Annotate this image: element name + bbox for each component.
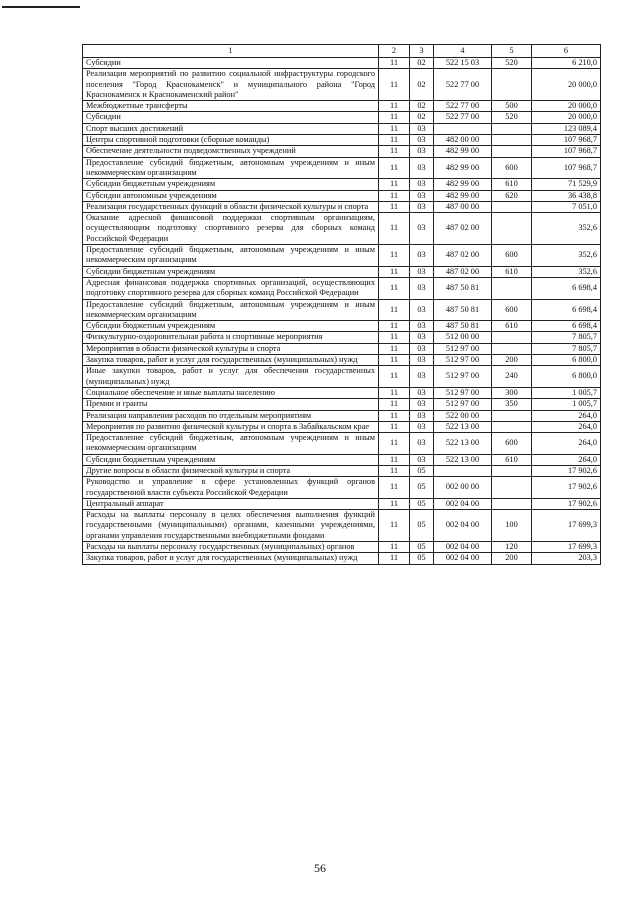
- amount: 203,3: [532, 553, 601, 564]
- target-item-code: 487 50 81: [434, 321, 492, 332]
- target-item-code: 522 77 00: [434, 69, 492, 101]
- target-item-code: 512 97 00: [434, 355, 492, 366]
- subsection-code: 03: [410, 146, 434, 157]
- section-code: 11: [379, 433, 410, 455]
- table-body: [83, 45, 601, 565]
- target-item-code: 482 99 00: [434, 179, 492, 190]
- target-item-code: 487 50 81: [434, 277, 492, 299]
- target-item-code: [434, 123, 492, 134]
- target-item-code: 522 00 00: [434, 410, 492, 421]
- table-row: [83, 399, 601, 410]
- table-row: [83, 213, 601, 245]
- table-row: [83, 146, 601, 157]
- expense-type-code: 600: [492, 245, 532, 267]
- row-name: Обеспечение деятельности подведомственных учреждений: [83, 146, 379, 157]
- subsection-code: 03: [410, 332, 434, 343]
- expense-type-code: [492, 146, 532, 157]
- amount: 6 698,4: [532, 299, 601, 321]
- subsection-code: 05: [410, 465, 434, 476]
- table-row: [83, 421, 601, 432]
- expense-type-code: 100: [492, 510, 532, 542]
- amount: 107 968,7: [532, 157, 601, 179]
- section-code: 11: [379, 421, 410, 432]
- amount: 264,0: [532, 454, 601, 465]
- subsection-code: 03: [410, 387, 434, 398]
- target-item-code: 482 99 00: [434, 157, 492, 179]
- row-name: Субсидии: [83, 58, 379, 69]
- section-code: 11: [379, 277, 410, 299]
- subsection-code: 03: [410, 366, 434, 388]
- amount: 1 005,7: [532, 387, 601, 398]
- subsection-code: 02: [410, 112, 434, 123]
- amount: 6 698,4: [532, 321, 601, 332]
- amount: 352,6: [532, 266, 601, 277]
- amount: 123 089,4: [532, 123, 601, 134]
- expense-type-code: [492, 69, 532, 101]
- section-code: 11: [379, 477, 410, 499]
- subsection-code: 03: [410, 321, 434, 332]
- table-row: [83, 477, 601, 499]
- section-code: 11: [379, 410, 410, 421]
- target-item-code: 487 02 00: [434, 245, 492, 267]
- subsection-code: 03: [410, 299, 434, 321]
- target-item-code: 487 50 81: [434, 299, 492, 321]
- subsection-code: 03: [410, 343, 434, 354]
- expense-type-code: [492, 421, 532, 432]
- target-item-code: 487 00 00: [434, 201, 492, 212]
- row-name: Субсидии бюджетным учреждениям: [83, 266, 379, 277]
- amount: 6 800,0: [532, 355, 601, 366]
- row-name: Предоставление субсидий бюджетным, автономным учреждениям и иным некоммерческим организациям: [83, 245, 379, 267]
- target-item-code: 487 02 00: [434, 266, 492, 277]
- table-row: [83, 498, 601, 509]
- row-name: Субсидии автономным учреждениям: [83, 190, 379, 201]
- expense-type-code: 620: [492, 190, 532, 201]
- subsection-code: 02: [410, 69, 434, 101]
- header-cell-3: 3: [410, 45, 434, 58]
- expense-type-code: [492, 410, 532, 421]
- expense-type-code: [492, 135, 532, 146]
- section-code: 11: [379, 399, 410, 410]
- section-code: 11: [379, 355, 410, 366]
- section-code: 11: [379, 321, 410, 332]
- row-name: Субсидии: [83, 112, 379, 123]
- row-name: Субсидии бюджетным учреждениям: [83, 321, 379, 332]
- row-name: Расходы на выплаты персоналу государственных (муниципальных) органов: [83, 542, 379, 553]
- section-code: 11: [379, 343, 410, 354]
- subsection-code: 03: [410, 190, 434, 201]
- target-item-code: 512 97 00: [434, 366, 492, 388]
- amount: 7 805,7: [532, 343, 601, 354]
- subsection-code: 03: [410, 421, 434, 432]
- header-cell-6: 6: [532, 45, 601, 58]
- section-code: 11: [379, 101, 410, 112]
- table-row: [83, 355, 601, 366]
- amount: 17 699,3: [532, 542, 601, 553]
- amount: 17 699,3: [532, 510, 601, 542]
- amount: 264,0: [532, 421, 601, 432]
- row-name: Другие вопросы в области физической культуры и спорта: [83, 465, 379, 476]
- amount: 20 000,0: [532, 101, 601, 112]
- expense-type-code: 120: [492, 542, 532, 553]
- target-item-code: 522 15 03: [434, 58, 492, 69]
- section-code: 11: [379, 190, 410, 201]
- expense-type-code: 520: [492, 112, 532, 123]
- subsection-code: 03: [410, 433, 434, 455]
- row-name: Оказание адресной финансовой поддержки спортивным организациям, осуществляющим подготовку спортивного резерва для сборных команд Российской Федерации: [83, 213, 379, 245]
- amount: 264,0: [532, 433, 601, 455]
- row-name: Предоставление субсидий бюджетным, автономным учреждениям и иным некоммерческим организациям: [83, 157, 379, 179]
- section-code: 11: [379, 510, 410, 542]
- section-code: 11: [379, 179, 410, 190]
- row-name: Премии и гранты: [83, 399, 379, 410]
- expense-type-code: 300: [492, 387, 532, 398]
- section-code: 11: [379, 454, 410, 465]
- table-row: [83, 179, 601, 190]
- row-name: Предоставление субсидий бюджетным, автономным учреждениям и иным некоммерческим организациям: [83, 299, 379, 321]
- section-code: 11: [379, 245, 410, 267]
- section-code: 11: [379, 146, 410, 157]
- target-item-code: 522 77 00: [434, 112, 492, 123]
- table-row: [83, 410, 601, 421]
- expense-type-code: 520: [492, 58, 532, 69]
- row-name: Расходы на выплаты персоналу в целях обеспечения выполнения функций государственными (муниципальными) органами, казенными учреждениями, органами управления государственными внебюджетными фондами: [83, 510, 379, 542]
- row-name: Межбюджетные трансферты: [83, 101, 379, 112]
- expense-type-code: [492, 201, 532, 212]
- target-item-code: 002 04 00: [434, 510, 492, 542]
- row-name: Адресная финансовая поддержка спортивных организаций, осуществляющих подготовку спортивного резерва для сборных команд Российской Федерации: [83, 277, 379, 299]
- table-row: [83, 321, 601, 332]
- target-item-code: 512 00 00: [434, 332, 492, 343]
- expense-type-code: 200: [492, 553, 532, 564]
- row-name: Руководство и управление в сфере установленных функций органов государственной власти субъекта Российской Федерации: [83, 477, 379, 499]
- row-name: Реализация мероприятий по развитию социальной инфраструктуры городского поселения "Город Краснокаменск" и муниципального района "Город Краснокаменск и Краснокаменский район": [83, 69, 379, 101]
- table-row: [83, 190, 601, 201]
- section-code: 11: [379, 135, 410, 146]
- subsection-code: 03: [410, 201, 434, 212]
- amount: 6 210,0: [532, 58, 601, 69]
- subsection-code: 03: [410, 179, 434, 190]
- target-item-code: 512 97 00: [434, 399, 492, 410]
- amount: 107 968,7: [532, 135, 601, 146]
- section-code: 11: [379, 213, 410, 245]
- row-name: Субсидии бюджетным учреждениям: [83, 179, 379, 190]
- expense-type-code: 600: [492, 157, 532, 179]
- amount: 20 000,0: [532, 69, 601, 101]
- table-row: [83, 277, 601, 299]
- section-code: 11: [379, 465, 410, 476]
- amount: 352,6: [532, 213, 601, 245]
- table-row: [83, 157, 601, 179]
- expense-type-code: 610: [492, 454, 532, 465]
- target-item-code: 522 13 00: [434, 454, 492, 465]
- target-item-code: [434, 465, 492, 476]
- table-row: [83, 343, 601, 354]
- table-row: [83, 433, 601, 455]
- subsection-code: 05: [410, 510, 434, 542]
- row-name: Спорт высших достижений: [83, 123, 379, 134]
- subsection-code: 03: [410, 454, 434, 465]
- expense-type-code: [492, 465, 532, 476]
- subsection-code: 03: [410, 135, 434, 146]
- amount: 7 051,0: [532, 201, 601, 212]
- amount: 6 698,4: [532, 277, 601, 299]
- header-cell-4: 4: [434, 45, 492, 58]
- subsection-code: 03: [410, 355, 434, 366]
- expense-type-code: 600: [492, 433, 532, 455]
- table-row: [83, 542, 601, 553]
- expense-type-code: [492, 123, 532, 134]
- table-row: [83, 245, 601, 267]
- table-row: [83, 112, 601, 123]
- section-code: 11: [379, 266, 410, 277]
- table-row: [83, 201, 601, 212]
- header-cell-5: 5: [492, 45, 532, 58]
- target-item-code: 482 00 00: [434, 135, 492, 146]
- section-code: 11: [379, 123, 410, 134]
- header-cell-1: 1: [83, 45, 379, 58]
- subsection-code: 03: [410, 399, 434, 410]
- page-number: 56: [314, 861, 326, 875]
- header-row: [83, 45, 601, 58]
- section-code: 11: [379, 69, 410, 101]
- amount: 352,6: [532, 245, 601, 267]
- row-name: Мероприятия по развитию физической культуры и спорта в Забайкальском крае: [83, 421, 379, 432]
- expense-type-code: 610: [492, 179, 532, 190]
- expense-type-code: 600: [492, 299, 532, 321]
- amount: 107 968,7: [532, 146, 601, 157]
- expense-type-code: 240: [492, 366, 532, 388]
- subsection-code: 03: [410, 123, 434, 134]
- target-item-code: 522 13 00: [434, 433, 492, 455]
- table-row: [83, 332, 601, 343]
- expense-type-code: [492, 343, 532, 354]
- section-code: 11: [379, 58, 410, 69]
- row-name: Субсидии бюджетным учреждениям: [83, 454, 379, 465]
- amount: 7 805,7: [532, 332, 601, 343]
- target-item-code: 512 97 00: [434, 343, 492, 354]
- target-item-code: 522 77 00: [434, 101, 492, 112]
- subsection-code: 03: [410, 410, 434, 421]
- section-code: 11: [379, 112, 410, 123]
- subsection-code: 02: [410, 58, 434, 69]
- table-row: [83, 299, 601, 321]
- table-row: [83, 510, 601, 542]
- header-cell-2: 2: [379, 45, 410, 58]
- subsection-code: 05: [410, 542, 434, 553]
- table-row: [83, 69, 601, 101]
- table-row: [83, 465, 601, 476]
- section-code: 11: [379, 498, 410, 509]
- expense-type-code: 350: [492, 399, 532, 410]
- table-row: [83, 366, 601, 388]
- subsection-code: 05: [410, 498, 434, 509]
- amount: 264,0: [532, 410, 601, 421]
- row-name: Реализация направления расходов по отдельным мероприятиям: [83, 410, 379, 421]
- target-item-code: 482 99 00: [434, 146, 492, 157]
- subsection-code: 03: [410, 157, 434, 179]
- target-item-code: 002 00 00: [434, 477, 492, 499]
- target-item-code: 482 99 00: [434, 190, 492, 201]
- amount: 1 005,7: [532, 399, 601, 410]
- expense-type-code: 610: [492, 266, 532, 277]
- section-code: 11: [379, 332, 410, 343]
- expense-type-code: [492, 213, 532, 245]
- target-item-code: 002 04 00: [434, 498, 492, 509]
- row-name: Центры спортивной подготовки (сборные команды): [83, 135, 379, 146]
- row-name: Физкультурно-оздоровительная работа и спортивные мероприятия: [83, 332, 379, 343]
- target-item-code: 002 04 00: [434, 542, 492, 553]
- subsection-code: 03: [410, 245, 434, 267]
- row-name: Центральный аппарат: [83, 498, 379, 509]
- subsection-code: 05: [410, 477, 434, 499]
- row-name: Иные закупки товаров, работ и услуг для обеспечения государственных (муниципальных) нужд: [83, 366, 379, 388]
- section-code: 11: [379, 299, 410, 321]
- table-row: [83, 387, 601, 398]
- row-name: Закупка товаров, работ и услуг для государственных (муниципальных) нужд: [83, 355, 379, 366]
- row-name: Социальное обеспечение и иные выплаты населению: [83, 387, 379, 398]
- table-row: [83, 101, 601, 112]
- table-row: [83, 454, 601, 465]
- expense-type-code: [492, 477, 532, 499]
- amount: 6 800,0: [532, 366, 601, 388]
- subsection-code: 05: [410, 553, 434, 564]
- budget-table: [82, 44, 601, 565]
- section-code: 11: [379, 387, 410, 398]
- section-code: 11: [379, 366, 410, 388]
- amount: 71 529,9: [532, 179, 601, 190]
- target-item-code: 002 04 00: [434, 553, 492, 564]
- expense-type-code: [492, 332, 532, 343]
- row-name: Закупка товаров, работ и услуг для государственных (муниципальных) нужд: [83, 553, 379, 564]
- section-code: 11: [379, 201, 410, 212]
- amount: 20 000,0: [532, 112, 601, 123]
- section-code: 11: [379, 542, 410, 553]
- expense-type-code: [492, 498, 532, 509]
- target-item-code: 522 13 00: [434, 421, 492, 432]
- top-rule: [2, 6, 80, 8]
- section-code: 11: [379, 157, 410, 179]
- subsection-code: 02: [410, 101, 434, 112]
- amount: 17 902,6: [532, 477, 601, 499]
- expense-type-code: 500: [492, 101, 532, 112]
- subsection-code: 03: [410, 277, 434, 299]
- amount: 17 902,6: [532, 465, 601, 476]
- subsection-code: 03: [410, 213, 434, 245]
- amount: 36 438,8: [532, 190, 601, 201]
- target-item-code: 512 97 00: [434, 387, 492, 398]
- table-row: [83, 266, 601, 277]
- expense-type-code: 610: [492, 321, 532, 332]
- amount: 17 902,6: [532, 498, 601, 509]
- row-name: Реализация государственных функций в области физической культуры и спорта: [83, 201, 379, 212]
- expense-type-code: [492, 277, 532, 299]
- table-row: [83, 58, 601, 69]
- row-name: Мероприятия в области физической культуры и спорта: [83, 343, 379, 354]
- table-row: [83, 135, 601, 146]
- table-row: [83, 553, 601, 564]
- table-row: [83, 123, 601, 134]
- target-item-code: 487 02 00: [434, 213, 492, 245]
- subsection-code: 03: [410, 266, 434, 277]
- section-code: 11: [379, 553, 410, 564]
- expense-type-code: 200: [492, 355, 532, 366]
- row-name: Предоставление субсидий бюджетным, автономным учреждениям и иным некоммерческим организациям: [83, 433, 379, 455]
